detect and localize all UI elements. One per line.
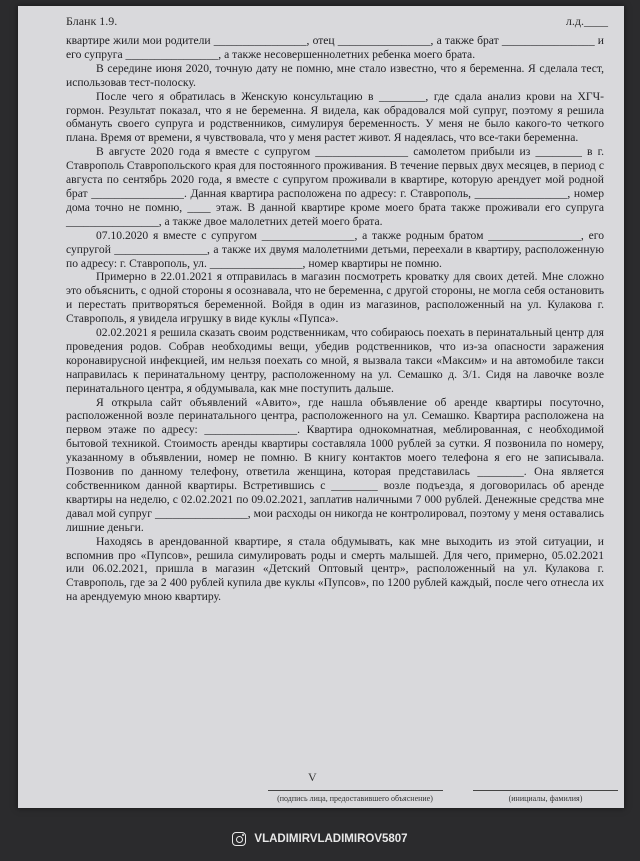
paragraph: 07.10.2020 я вместе с супругом ________________, а также родным братом ________________, его супругой ________________, а также их двумя малолетними детьми, переехали в квартиру, расположенную по адресу: г. Ставрополь, ул. ________________, номер квартиры не помню. <box>66 228 604 270</box>
signature-caption: (подпись лица, предоставившего объяснение) <box>277 794 433 803</box>
document-sheet <box>18 6 624 808</box>
sheet-number-label: л.д.____ <box>565 14 608 28</box>
instagram-icon <box>232 832 246 846</box>
paragraph: После чего я обратилась в Женскую консультацию в ________, где сдала анализ крови на ХГЧ-гормон. Результат показал, что я не беременна. Я видела, как обрадовался мой супруг, поэтому я решила обмануть своего супруга и родственников, симулируя беременность. У меня не было какого-то четкого плана. Время от времени, я чувствовала, что у меня растет живот. Я надеялась, что все-таки беременна. <box>66 89 604 145</box>
initials-caption: (инициалы, фамилия) <box>508 794 583 803</box>
statement-text <box>66 34 604 604</box>
paragraph: квартире жили мои родители ________________, отец ________________, а также брат ________________ и его супруга ________________, а также несовершеннолетних ребенка моего брата. <box>66 34 604 61</box>
watermark-footer <box>0 828 640 850</box>
paragraph: В августе 2020 года я вместе с супругом ________________ самолетом прибыли из ________ в г. Ставрополь Ставропольского края для постоянного проживания. В течение первых двух месяцев, в период с августа по сентябрь 2020 года, я вместе с супругом проживали в квартире, которую арендует мой родной брат ________________. Данная квартира расположена по адресу: г. Ставрополь, ________________, номер дома точно не помню, ____ этаж. В данной квартире кроме моего брата также проживали его супруга ________________, а также двое малолетних детей моего брата. <box>66 145 604 228</box>
signature-line <box>268 776 443 791</box>
signature-block <box>18 766 624 808</box>
paragraph: Я открыла сайт объявлений «Авито», где нашла объявление об аренде квартиры посуточно, расположенной возле перинатального центра, расположенного на ул. Семашко. Квартира расположена на первом этаже по адресу: ________________. Квартира однокомнатная, меблированная, с необходимой бытовой техникой. Стоимость аренды квартиры составляла 1000 рублей за сутки. Я позвонила по номеру, указанному в объявлении, номер не помню. В книгу контактов моего телефона я его не записывала. Позвонив по данному телефону, ответила женщина, которая представилась ________. Она является собственником данной квартиры. Встретившись с ________ возле подъезда, я договорилась об аренде квартиры на неделю, с 02.02.2021 по 09.02.2021, заплатив наличными 7 000 рублей. Денежные средства мне давал мой супруг ________________, мои расходы он никогда не контролировал, поэтому у меня оставались лишние деньги. <box>66 395 604 534</box>
initials-line <box>473 776 618 791</box>
watermark-handle: VLADIMIRVLADIMIROV5807 <box>254 833 408 845</box>
paragraph: 02.02.2021 я решила сказать своим родственникам, что собираюсь поехать в перинатальный центр для проведения родов. Собрав необходимы вещи, убедив родственников, что из-за опасности заражения коронавирусной инфекцией, им нельзя поехать со мной, я вызвала такси «Максим» и на автомобиле такси направилась к перинатальному центру, расположенному на ул. Семашко д. 3/1. Сидя на лавочке возле перинатального центра, я обдумывала, как мне поступить дальше. <box>66 326 604 395</box>
form-label: Бланк 1.9. <box>66 14 118 28</box>
paragraph: Примерно в 22.01.2021 я отправилась в магазин посмотреть кроватку для своих детей. Мне сложно это объяснить, с одной стороны я осознавала, что не беременна, с другой стороны, не могла себя остановить и перестать притворяться беременной. Войдя в один из магазинов, расположенный на ул. Кулакова г. Ставрополь, я увидела игрушку в виде куклы «Пупса». <box>66 270 604 326</box>
signature-mark: V <box>308 770 317 784</box>
paragraph: Находясь в арендованной квартире, я стала обдумывать, как мне выходить из этой ситуации, и вспомнив про «Пупсов», решила симулировать роды и смерть малышей. Для чего, примерно, 05.02.2021 или 06.02.2021, пришла в магазин «Детский Оптовый центр», расположенный на ул. Кулакова г. Ставрополь, где за 2 400 рублей купила две куклы «Пупсов», по 1200 рублей каждый, после чего отнесла их на арендуемую мною квартиру. <box>66 534 604 604</box>
paragraph: В середине июня 2020, точную дату не помню, мне стало известно, что я беременна. Я сделала тест, использовав тест-полоску. <box>66 61 604 89</box>
